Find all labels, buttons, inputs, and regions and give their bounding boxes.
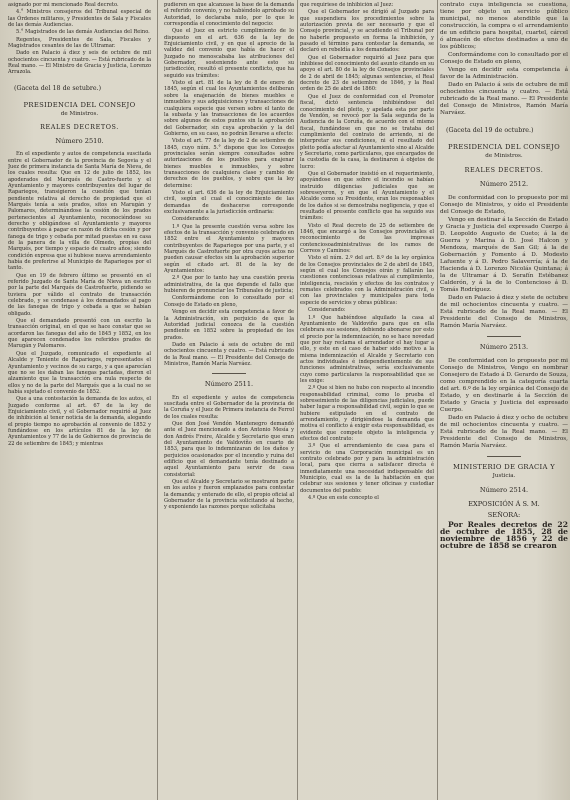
paragraph: Dado en Palacio á seis de octubre de mil ochocientos cincuenta y cuatro. — Está rubricado de la Real mano. — El Presidente del Consejo de Ministros, Ramón María Narváez.: [164, 341, 294, 367]
separator-rule: [212, 373, 246, 374]
section-heading: PRESIDENCIA DEL CONSEJO: [448, 143, 560, 151]
column-rule: [437, 0, 438, 800]
paragraph: En el expediente y autos de competencia suscitada entre el Gobernador de la provincia de la Coruña y el Juez de Primera instancia de Ferrol de los cuales resulta:: [164, 394, 294, 420]
paragraph: pudieren en que alcanzase la base de la demanda el referido convenio, y no habiéndolo aprobado su Autoridad, lo declaraba nulo, por lo que le correspondía el conocimiento del negocio:: [164, 2, 294, 28]
paragraph: Por Reales decretos de 22 de octubre de 1855, 28 de noviembre de 1856 y 22 de octubre de 1858 se crearon: [440, 520, 568, 550]
paragraph: Que el Juzgado, comunicado el expediente al Alcalde y Teniente de Rapariegos, representados el Ayuntamiento y vecinos de su cargo, y a que aparecían que no se les daban las fanegas pactadas, dieron el alzamiento que la transacción era nula respecto de ellos y no de la parte del Marqués que a la cual no se había sujetado el convenio de 1852.: [8, 350, 151, 395]
paragraph: que requiriese de inhibición al Juez:: [300, 2, 394, 8]
column-2: [164, 2, 294, 798]
paragraph: 3.º Que el arrendamiento de casa para el servicio de una Corporación municipal es un contrato celebrado por y para la administración local, para que cierra a satisfacer directa é inmediatamente una necesidad indispensable del Municipio, cual es la de la habitación en que celebrar sus sesiones y tener oficinas y custodiar documentos del pueblo:: [300, 443, 434, 494]
paragraph: Visto el Real decreto de 25 de setiembre de 1846, que encargó a los Consejos provinciales el reconocimiento de las impresas contenciosoadministrativas de los ramos de Correos y Caminos:: [300, 222, 434, 255]
paragraph: 5.° Magistrados de las demás Audiencias del Reino.: [16, 29, 150, 36]
column-1: [8, 2, 151, 798]
ministry-heading: MINISTERIO DE GRACIA Y: [452, 463, 556, 471]
paragraph: 2.º Que por lo tanto hay una cuestión previa administrativa, de la que depende el fallo que hubieren de pronunciar los Tribunales de justicia;: [164, 275, 294, 295]
paragraph: Dado en Palacio á diez y siete de octubre de mil ochocientos cincuenta y cuatro. — Está rubricado de la Real mano. — El Presidente del Consejo de Ministros, Ramón María Narváez.: [440, 295, 568, 329]
section-heading: PRESIDENCIA DEL CONSEJO: [23, 101, 136, 110]
decree-heading: REALES DECRETOS.: [464, 166, 544, 174]
paragraph: Dado en Palacio á diez y seis de octubre de mil ochocientos cincuenta y cuatro. — Está rubricado de la Real mano. — El Ministro de Gracia y Justicia, Lorenzo Arrazola.: [8, 50, 151, 76]
exposition-heading: EXPOSICIÓN Á S. M.: [468, 500, 540, 508]
separator-rule: [487, 336, 521, 337]
paragraph: Conformándome con lo consultado por el Consejo de Estado en pleno,: [164, 295, 294, 308]
paragraph: Considerando:: [308, 307, 346, 314]
paragraph: 1.º Que habiéndose alquilado la casa al Ayuntamiento de Valdoviño para que en ella celebrara sus sesiones, debiendo abonarse por esto el precio por la indemnización, no se hace novedad que por hay reclama el arrendador el hay lugar a ello, y este en el caso de haber sido motivo a la misma indemnización el Alcalde y Secretario con actos individuales é independientemente de sus funciones administrativas, sería exclusivamente cuyo como particulares la responsabilidad que se les exige:: [300, 314, 434, 384]
paragraph: Que en 19 de febrero último se presentó en el referido Juzgado de Santa María de Nieva un escrito por la parte del Marqués de Castrofuerte, pidiendo se tuviera por válido el contrato de transacción celebrado, y se condenase á los demandados al pago de las fanegas de trigo y cebada a que se habían obligado.: [8, 272, 151, 317]
paragraph: Que el demandado presentó con un escrito la transacción original, en el que se hace constar que se acordaron las fanegas del año de 1845 y 1852, en los que aparecen condenados los referidos prados de Marugán y Palomares.: [8, 318, 151, 350]
paragraph: Que el Juez de conformidad con el Promotor fiscal, dictó sentencia inhibiéndose del conocimiento del pleito, y apelada esta por parte de Vendón, se revocó por la Sala segunda de la Audiencia de la Coruña, de acuerdo con el mismo fiscal, fundándose en que no se trataba del cumplimiento del contrato de arriendo, ni de interpretar sus condiciones, ni el resultado del pleito podía afectar al Ayuntamiento sino al Alcalde y Secretario, como particulares, que encargados de la custodia de la casa, la destinaron á objetos de lucro:: [300, 93, 434, 170]
paragraph: 1.º Que la presente cuestión versa sobre los efectos de la transacción y convenio celebrado en 1852 entre el Ayuntamiento y mayores contribuyentes de Rapariegos por una parte, y el Marqués de Castrofuerte por otra cuyos actos no pueden causar efectos sin la aprobación superior según el citado art. 81 de la ley de Ayuntamientos:: [164, 223, 294, 275]
paragraph: 4.º Que en este concepto el: [308, 495, 379, 502]
separator-rule: [487, 456, 521, 457]
paragraph: Vengo en destinar á la Sección de Estado y Gracia y Justicia del expresado Cuerpo á D. Leopoldo Augusto de Cueto; á la de Guerra y Marina á D. José Halcon y Mendoza, marqués de San Gil; á la de Gobernación y Fomento á D. Modesto Lafuente y á D. Pedro Salaverría; á la de Hacienda á D. Lorenzo Nicolás Quintana; á la de Ultramar á D. Serafín Estébanez Calderón, y á la de lo Contencioso á D. Tomás Rodríguez.: [440, 217, 568, 293]
paragraph: Que el Alcalde y Secretario se mostraron parte en los autos y fueron emplazados para contestar la demanda; y enterado de ello, el propio oficial al Gobernador de la provincia solicitando al hecho, y exponiendo las razones porque solicitaba: [164, 479, 294, 511]
paragraph: asignado por mi mencionado Real decreto.: [8, 2, 119, 8]
paragraph: Que el Gobernador insistió en el requerimiento, apoyándose en que sobre el incendio se habían instruido diligencias judiciales que se sobreseyeron, y en que el Ayuntamiento y el Alcalde como su Presidente, eran los responsables de los daños si se demostraba negligencia, y que el resultado el presente conflicto que ha seguido sus trámites:: [300, 170, 434, 222]
decree-number: Número 2510.: [55, 136, 104, 145]
column-rule: [157, 0, 158, 800]
paragraph: Visto el art. 81 de la ley de 8 de enero de 1845, según el cual los Ayuntamientos deliberan sobre la enajenación de bienes muebles e inmuebles y sus adquisiciones y transacciones de cualquiera especie que versen sobre el tanto de la subasta y las transacciones de los acuerdos sobre algunos de estos puntos sin la aprobación del Gobernador, sin cuya aprobación y la del Gobierno, en su caso, no podrán llevarse a efecto:: [164, 80, 294, 137]
paragraph: 4.° Ministros consejeros del Tribunal especial de las Órdenes militares, y Presidentes de Sala y Fiscales de las demás Audiencias.: [8, 9, 151, 29]
paragraph: Dado en Palacio á diez y ocho de octubre de mil ochocientos cincuenta y cuatro. — Está rubricado de la Real mano. — El Presidente del Consejo de Ministros, Ramón María Narváez.: [440, 415, 568, 449]
paragraph: Visto el art. 636 de la ley de Enjuiciamiento civil, según el cual el conocimiento de las demandas de deshacerse corresponde exclusivamente a la jurisdicción ordinaria:: [164, 189, 294, 215]
paragraph: Vengo en decidir esta competencia a favor de la Administración, sin perjuicio de que la Autoridad judicial conozca de la cuestión pendiente en 1852 sobre la propiedad de los prados.: [164, 309, 294, 341]
column-rule: [297, 0, 298, 800]
column-4: [440, 2, 568, 798]
paragraph: De conformidad con lo propuesto por mi Consejo de Ministros, Vengo en nombrar Consejero de Estado á D. Gerardo de Souza, como comprendido en la categoría cuarta del art. 6.º de la ley orgánica del Consejo de Estado, y en destinarle á la Sección de Estado y Gracia y Justicia del expresado Cuerpo.: [440, 358, 568, 413]
salutation: SEÑORA:: [487, 511, 521, 519]
ministry-subheading: Justicia.: [492, 473, 516, 479]
paragraph: Regentes, Presidentes de Sala, Fiscales y Magistrados cesantes de las de Ultramar.: [8, 36, 151, 50]
decree-number: Número 2514.: [479, 486, 529, 494]
decree-number: Número 2512.: [479, 180, 529, 188]
paragraph: Que el Gobernador requirió al Juez para que inhibiese del conocimiento del asunto citando en su apoyo el art. 80 de la ley de Consejos provinciales de 2 de abril de 1845; algunas sentencias, el Real decreto de 23 de setiembre de 1846, y la Real orden de 25 de abril de 1860:: [300, 54, 434, 93]
paragraph: Que el Juez en estricto cumplimiento de lo dispuesto en el art. 636 de la ley de Enjuiciamiento civil, y en que el aprecio de la validez del convenio que había de hacer el Juzgado no menoscababa las atribuciones del Gobernador, sosteniendo ante esto su jurisdicción, resultó el presente conflicto, que ha seguido sus trámites:: [164, 28, 294, 79]
column-3: [300, 2, 434, 798]
paragraph: De conformidad con lo propuesto por mi Consejo de Ministros, y oído el Presidente del Consejo de Estado,: [440, 195, 568, 215]
decree-heading: REALES DECRETOS.: [40, 123, 119, 132]
paragraph: Conformándome con lo consultado por el Consejo de Estado en pleno,: [440, 52, 568, 65]
section-subheading: de Ministros.: [485, 153, 523, 159]
paragraph: contrato cuya inteligencia se cuestiona, tiene por objeto un servicio público municipal, no menos atendible que la construcción, la compra o el arrendamiento de un edificio para hospital, cuartel, cárcel ó almacén de efectos destinados a uno de los públicos;: [440, 2, 568, 50]
paragraph: Dado en Palacio á seis de octubre de mil ochocientos cincuenta y cuatro. — Está rubricado de la Real mano. — El Presidente del Consejo de Ministros, Ramón María Narváez.: [440, 82, 568, 116]
paragraph: Que don José Vendón Mantenegro demandó ante el Juez mencionado a don Antonio Mesía y don Andrés Freire, Alcalde y Secretario que eran del Ayuntamiento de Valdoviño en cuarto de 1853, para que lo indemnizaran de los daños y perjuicios ocasionados por el incendio y ruina del edificio que el demandante tenía destinado a aquel Ayuntamiento para servir de casa consistorial:: [164, 420, 294, 478]
paragraph: 2.º Que si bien no hubo con respecto al incendio responsabilidad criminal, como lo prueba el sobreseimiento de las diligencias judiciales, puede haber lugar a responsabilidad civil, según lo que se hubiere estipulado en el contrato de arrendamiento, y dirigiéndose la demanda que motiva el conflicto á exigir esta responsabilidad, es evidente que compete objeto la inteligencia y efectos del contrato:: [300, 385, 434, 443]
decree-number: Número 2511.: [204, 380, 254, 389]
paragraph: En el expediente y autos de competencia suscitada entre el Gobernador de la provincia de Segovia y el Juez de primera instancia de Santa María de Nieva, de los cuales resulta: Que en 12 de julio de 1852, los apoderados del Marqués de Castro-fuerte y el Ayuntamiento y mayores contribuyentes del lugar de Rapariegos, transigieron la cuestión que tenían pendiente relativa al derecho de propiedad que el Marqués tenía a seis prados, sitos en Marugán y Palomares, determinándose la cesión de los prados pertenecientes al Ayuntamiento, reconociéndose su derecho y obligándose el Ayuntamiento y mayores contribuyentes á pagar en razón de dicha cesión y por fanega de trigo y cebada por mitad puestas en su casa de la panera de la villa de Olmedo, propias del Marqués, por tiempo y espacio de cuatro años; siendo condición expresa que si hubiese nueva arrendamiento había de preferirse al Municipio de Rapariegos por el tanto.: [8, 151, 151, 272]
paragraph: Que a una contestación la demanda de los autos, el Juzgado conforme al art. 67 de la ley de Enjuiciamiento civil, y el Gobernador requirió al Juez de inhibición al tener noticia de la demanda, alegando el propio tiempo no aprobación al convenio de 1852 y fundándose en los artículos 81 de la ley de Ayuntamientos y 77 de la de Gobiernos de provincia de 22 de setiembre de 1845; y mientras: [8, 396, 151, 447]
gazette-date: (Gaceta del 18 de setubre.): [14, 84, 102, 92]
section-subheading: de Ministros.: [60, 111, 99, 118]
paragraph: Vengo en decidir esta competencia á favor de la Administración.: [440, 67, 568, 80]
gazette-date: (Gaceta del 19 de octubre.): [446, 127, 534, 134]
paragraph: Visto el art. 77 de la ley de 2 de setiembre de 1845, cuyo núm. 5.° dispone que los Consejos provinciales serán siempre consultados sobre autorizaciones de los pueblos para enajenar bienes muebles e inmuebles, y sobre transacciones de cualquiera clase y cambio de derechos de los pueblos, y sobre que la ley determine:: [164, 138, 294, 189]
paragraph: Que el Gobernador se dirigió al Juzgado para que suspendiera los procedimientos sobre la autorización previa de ser necesario y que el Consejo provincial, y se acudiendo el Tribunal por no haberle propuesto en forma la inhibición, y pasado el término para contestar la demanda, se declaró en rebeldía a los demandados:: [300, 9, 434, 54]
paragraph: Visto el núm. 2.º del art. 8.º de la ley orgánica de los Consejos provinciales de 2 de abril de 1845, según el cual los Consejos oirán y fallarán las cuestiones contenciosas relativas al cumplimiento, inteligencia, rescisión y efectos de los contratos y remates celebrados con la Administración civil, o con las provinciales y municipales para toda especie de servicios y obras públicas:: [300, 255, 434, 306]
paragraph: Considerando:: [172, 216, 210, 223]
decree-number: Número 2513.: [479, 343, 529, 351]
